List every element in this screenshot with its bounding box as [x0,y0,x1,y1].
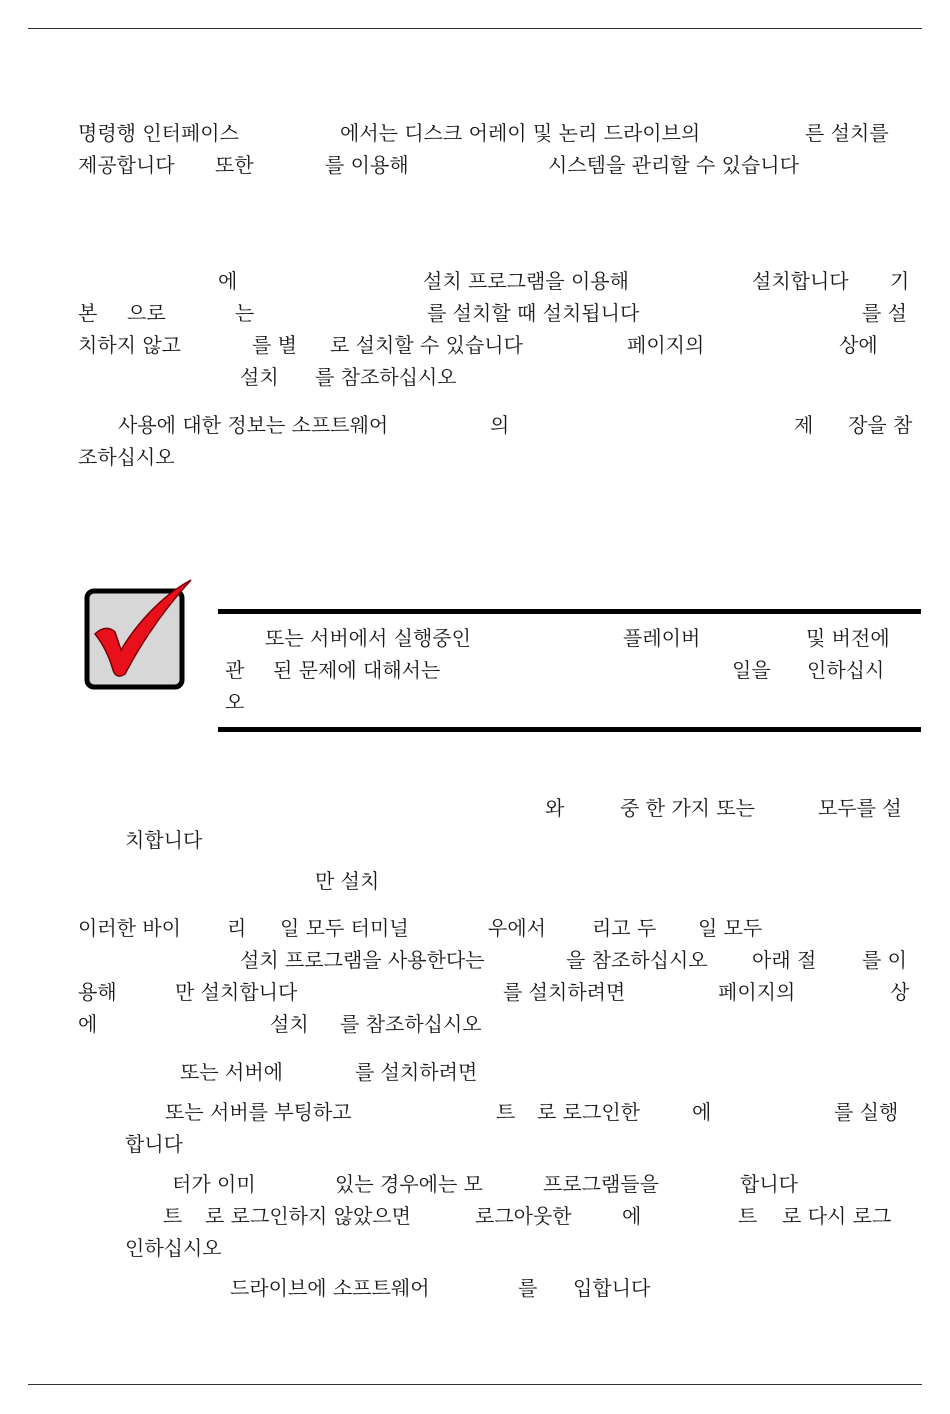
text-run: 또는 서버를 부팅하고 [165,1100,352,1124]
text-run: 페이지의 [718,980,796,1004]
text-run: 를 설치하려면 [503,980,626,1004]
text-run: 장을 참 [848,413,913,437]
text-run: 이러한 바이 [78,916,181,940]
text-run: 에 [78,1012,98,1036]
text-run: 트 [163,1204,183,1228]
text-run: 른 설치를 [805,121,889,145]
text-run: 상 [890,980,910,1004]
text-run: 을 참조하십시오 [566,948,708,972]
text-run: 의 [490,413,510,437]
text-run: 상에 [839,333,878,357]
text-run: 리 [227,916,247,940]
text-run: 만 설치 [315,869,380,893]
text-run: 합니다 [740,1172,798,1196]
text-run: 합니다 [125,1132,183,1156]
text-run: 에 [622,1204,642,1228]
text-run: 페이지의 [627,333,705,357]
text-run: 명령행 인터페이스 [78,121,239,145]
text-run: 치하지 않고 [78,333,181,357]
text-run: 리고 두 [592,916,657,940]
header-rule [28,28,922,29]
text-run: 로 로그인한 [537,1100,640,1124]
text-run: 를 참조하십시오 [340,1012,482,1036]
footer-rule [28,1384,922,1385]
text-run: 기 [890,269,910,293]
text-run: 아래 절 [752,948,817,972]
text-run: 와 [545,796,565,820]
text-run: 를 설치하려면 [355,1060,478,1084]
text-run: 또는 서버에 [180,1060,283,1084]
text-run: 에 [692,1100,712,1124]
text-run: 일을 [732,658,771,682]
text-run: 는 [235,301,255,325]
text-run: 으로 [127,301,166,325]
text-run: 에 [218,269,238,293]
text-run: 설치합니다 [752,269,849,293]
text-run: 설치 프로그램을 사용한다는 [240,948,485,972]
text-run: 모두를 설 [818,796,902,820]
text-run: 설치 프로그램을 이용해 [423,269,629,293]
text-run: 를 실행 [834,1100,899,1124]
text-run: 시스템을 관리할 수 있습니다 [548,153,799,177]
text-run: 로 다시 로그 [782,1204,892,1228]
text-run: 인하십시오 [125,1236,222,1260]
text-run: 를 [518,1276,538,1300]
text-run: 또한 [215,153,254,177]
text-run: 제 [794,413,814,437]
text-run: 된 문제에 대해서는 [273,658,441,682]
text-run: 우에서 [488,916,546,940]
text-run: 트 [496,1100,516,1124]
text-run: 사용에 대한 정보는 소프트웨어 [118,413,389,437]
note-top-rule [218,609,921,614]
text-run: 오 [225,690,245,714]
text-run: 일 모두 터미널 [280,916,409,940]
text-run: 에서는 디스크 어레이 및 논리 드라이브의 [340,121,701,145]
text-run: 만 설치합니다 [175,980,298,1004]
note-bottom-rule [218,727,921,732]
text-run: 입합니다 [573,1276,651,1300]
text-run: 드라이브에 소프트웨어 [230,1276,430,1300]
text-run: 본 [78,301,98,325]
text-run: 용해 [78,980,117,1004]
text-run: 설치 [240,365,279,389]
text-run: 일 모두 [698,916,763,940]
text-run: 를 별 [252,333,297,357]
text-run: 를 설 [862,301,907,325]
text-run: 관 [225,658,245,682]
text-run: 를 설치할 때 설치됩니다 [427,301,640,325]
text-run: 제공합니다 [78,153,175,177]
checkmark-icon [83,578,195,692]
text-run: 인하십시 [807,658,885,682]
text-run: 를 이용해 [325,153,409,177]
text-run: 로그아웃한 [475,1204,572,1228]
text-run: 트 [738,1204,758,1228]
text-run: 조하십시오 [78,445,175,469]
text-run: 중 한 가지 또는 [620,796,755,820]
text-run: 를 이 [862,948,907,972]
text-run: 또는 서버에서 실행중인 [265,626,471,650]
text-run: 치합니다 [125,828,203,852]
text-run: 프로그램들을 [543,1172,659,1196]
text-run: 를 참조하십시오 [315,365,457,389]
text-run: 및 버전에 [806,626,890,650]
text-run: 로 설치할 수 있습니다 [330,333,523,357]
text-run: 로 로그인하지 않았으면 [205,1204,411,1228]
text-run: 설치 [270,1012,309,1036]
text-run: 터가 이미 [172,1172,256,1196]
text-run: 있는 경우에는 모 [335,1172,483,1196]
text-run: 플레이버 [623,626,701,650]
